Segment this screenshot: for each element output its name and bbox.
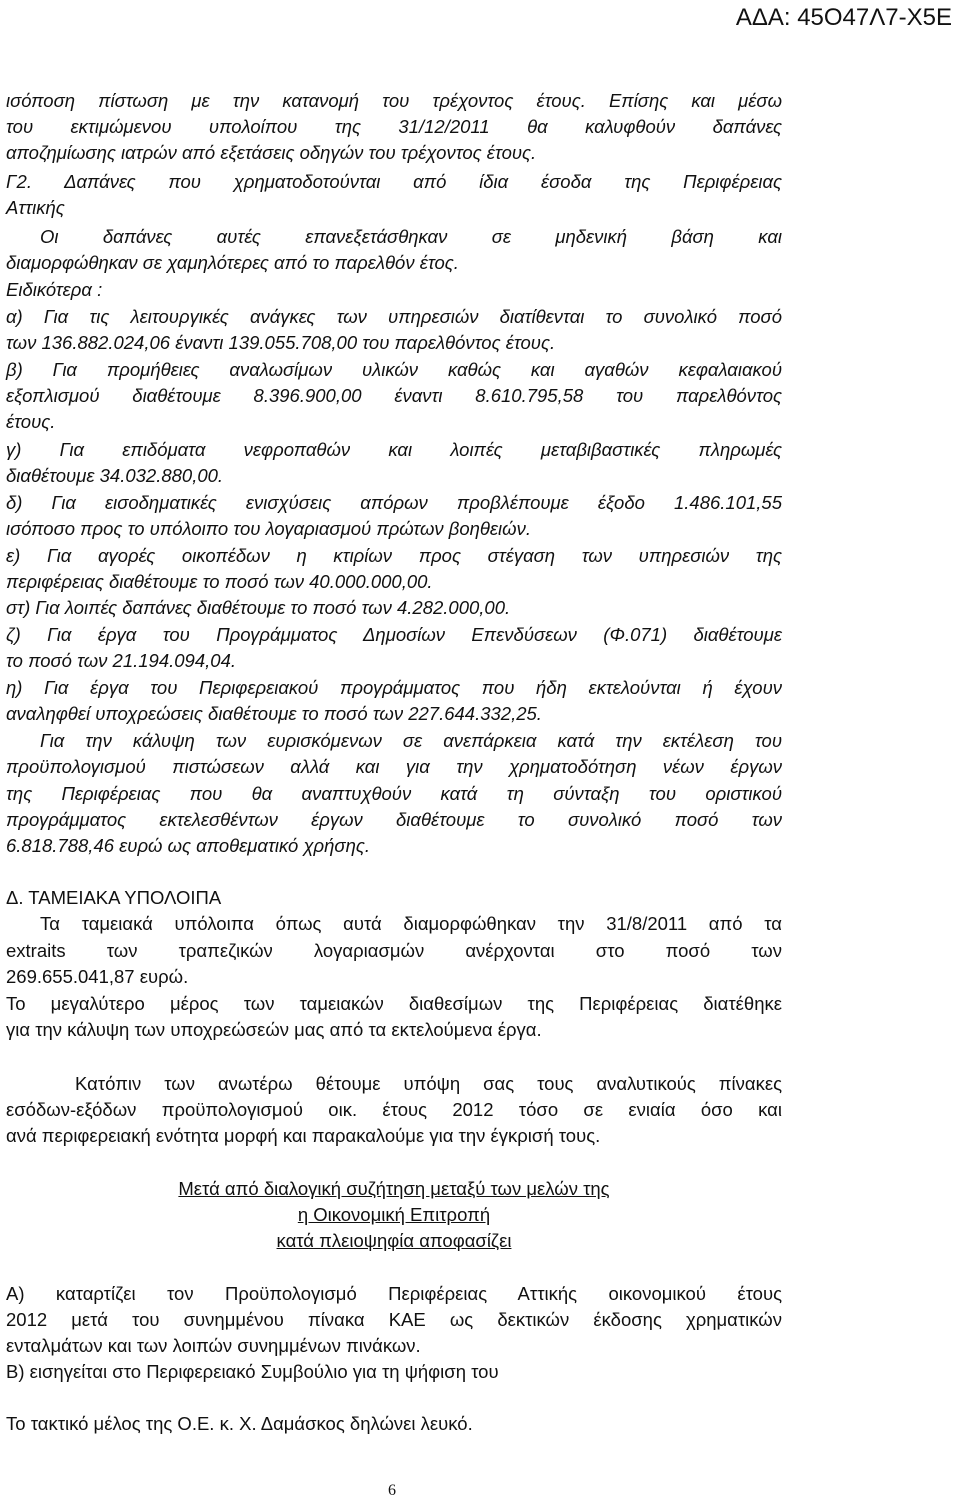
text-line: αναληφθεί υποχρεώσεις διαθέτουμε το ποσό των 227.644.332,25. bbox=[6, 703, 542, 724]
text-line: Το τακτικό μέλος της Ο.Ε. κ. Χ. Δαμάσκος δηλώνει λευκό. bbox=[6, 1413, 473, 1434]
text-line: προϋπολογισμού πιστώσεων αλλά και για την χρηματοδότηση νέων έργων bbox=[6, 756, 782, 777]
section-heading-d: Δ. ΤΑΜΕΙΑΚΑ ΥΠΟΛΟΙΠΑ bbox=[6, 887, 222, 908]
text-line: Αττικής bbox=[6, 197, 65, 218]
text-line: η) Για έργα του Περιφερειακού προγράμματος που ήδη εκτελούνται ή έχουν bbox=[6, 677, 782, 698]
text-line: εσόδων-εξόδων προϋπολογισμού οικ. έτους 2012 τόσο σε ενιαία όσο και bbox=[6, 1099, 782, 1120]
section-heading-g2: Γ2. Δαπάνες που χρηματοδοτούνται από ίδια έσοδα της Περιφέρειας bbox=[6, 171, 782, 192]
text-line: 2012 μετά του συνημμένου πίνακα ΚΑΕ ως δεκτικών έκδοσης χρηματικών bbox=[6, 1309, 782, 1330]
text-line: της Περιφέρειας που θα αναπτυχθούν κατά τη σύνταξη του οριστικού bbox=[6, 783, 782, 804]
text-line: Α) καταρτίζει τον Προϋπολογισμό Περιφέρειας Αττικής οικονομικού έτους bbox=[6, 1283, 782, 1304]
text-line: α) Για τις λειτουργικές ανάγκες των υπηρεσιών διατίθενται το συνολικό ποσό bbox=[6, 306, 782, 327]
page-number: 6 bbox=[388, 1482, 396, 1499]
text-line: β) Για προμήθειες αναλωσίμων υλικών καθώς και αγαθών κεφαλαιακού bbox=[6, 359, 782, 380]
text-line: διαμορφώθηκαν σε χαμηλότερες από το παρελθόν έτος. bbox=[6, 252, 459, 273]
text-line: Το μεγαλύτερο μέρος των ταμειακών διαθεσίμων της Περιφέρειας διατέθηκε bbox=[6, 993, 782, 1014]
text-line: διαθέτουμε 34.032.880,00. bbox=[6, 465, 224, 486]
text-line: του εκτιμώμενου υπολοίπου της 31/12/2011 θα καλυφθούν δαπάνες bbox=[6, 116, 782, 137]
text-line: Οι δαπάνες αυτές επανεξετάσθηκαν σε μηδενική βάση και bbox=[40, 226, 782, 247]
decision-heading: Μετά από διαλογική συζήτηση μεταξύ των μελών της bbox=[178, 1178, 610, 1199]
text-line: ε) Για αγορές οικοπέδων η κτιρίων προς στέγαση των υπηρεσιών της bbox=[6, 545, 782, 566]
text-line: Β) εισηγείται στο Περιφερειακό Συμβούλιο για τη ψήφιση του bbox=[6, 1361, 499, 1382]
text-line: ισόποσο προς το υπόλοιπο του λογαριασμού πρώτων βοηθειών. bbox=[6, 518, 531, 539]
text-line: ενταλμάτων και των λοιπών συνημμένων πινάκων. bbox=[6, 1335, 421, 1356]
text-line: για την κάλυψη των υποχρεώσεών μας από τα εκτελούμενα έργα. bbox=[6, 1019, 542, 1040]
text-line: 6.818.788,46 ευρώ ως αποθεματικό χρήσης. bbox=[6, 835, 370, 856]
text-line: Κατόπιν των ανωτέρω θέτουμε υπόψη σας τους αναλυτικούς πίνακες bbox=[75, 1073, 782, 1094]
text-line: Για την κάλυψη των ευρισκόμενων σε ανεπάρκεια κατά την εκτέλεση του bbox=[40, 730, 782, 751]
decision-heading: η Οικονομική Επιτροπή bbox=[297, 1204, 491, 1225]
text-line: προγράμματος εκτελεσθέντων έργων διαθέτουμε το συνολικό ποσό των bbox=[6, 809, 782, 830]
text-line: των 136.882.024,06 έναντι 139.055.708,00 του παρελθόντος έτους. bbox=[6, 332, 556, 353]
text-line: δ) Για εισοδηματικές ενισχύσεις απόρων προβλέπουμε έξοδο 1.486.101,55 bbox=[6, 492, 782, 513]
text-line: ανά περιφερειακή ενότητα μορφή και παρακαλούμε για την έγκρισή τους. bbox=[6, 1125, 601, 1146]
text-line: Τα ταμειακά υπόλοιπα όπως αυτά διαμορφώθηκαν την 31/8/2011 από τα bbox=[40, 913, 782, 934]
text-line: το ποσό των 21.194.094,04. bbox=[6, 650, 236, 671]
ada-code: ΑΔΑ: 45Ο47Λ7-Χ5Ε bbox=[735, 4, 952, 31]
text-line: γ) Για επιδόματα νεφροπαθών και λοιπές μεταβιβαστικές πληρωμές bbox=[6, 439, 782, 460]
decision-heading: κατά πλειοψηφία αποφασίζει bbox=[276, 1230, 512, 1251]
text-line: στ) Για λοιπές δαπάνες διαθέτουμε το ποσό των 4.282.000,00. bbox=[6, 597, 511, 618]
text-line: αποζημίωσης ιατρών από εξετάσεις οδηγών του τρέχοντος έτους. bbox=[6, 142, 537, 163]
text-line: εξοπλισμού διαθέτουμε 8.396.900,00 έναντι 8.610.795,58 του παρελθόντος bbox=[6, 385, 782, 406]
text-line: Ειδικότερα : bbox=[6, 279, 103, 300]
text-line: 269.655.041,87 ευρώ. bbox=[6, 966, 189, 987]
text-line: περιφέρειας διαθέτουμε το ποσό των 40.000.000,00. bbox=[6, 571, 433, 592]
text-line: extraits των τραπεζικών λογαριασμών ανέρχονται στο ποσό των bbox=[6, 940, 782, 961]
text-line: ισόποση πίστωση με την κατανομή του τρέχοντος έτους. Επίσης και μέσω bbox=[6, 90, 782, 111]
text-line: ζ) Για έργα του Προγράμματος Δημοσίων Επενδύσεων (Φ.071) διαθέτουμε bbox=[6, 624, 782, 645]
text-line: έτους. bbox=[6, 411, 56, 432]
